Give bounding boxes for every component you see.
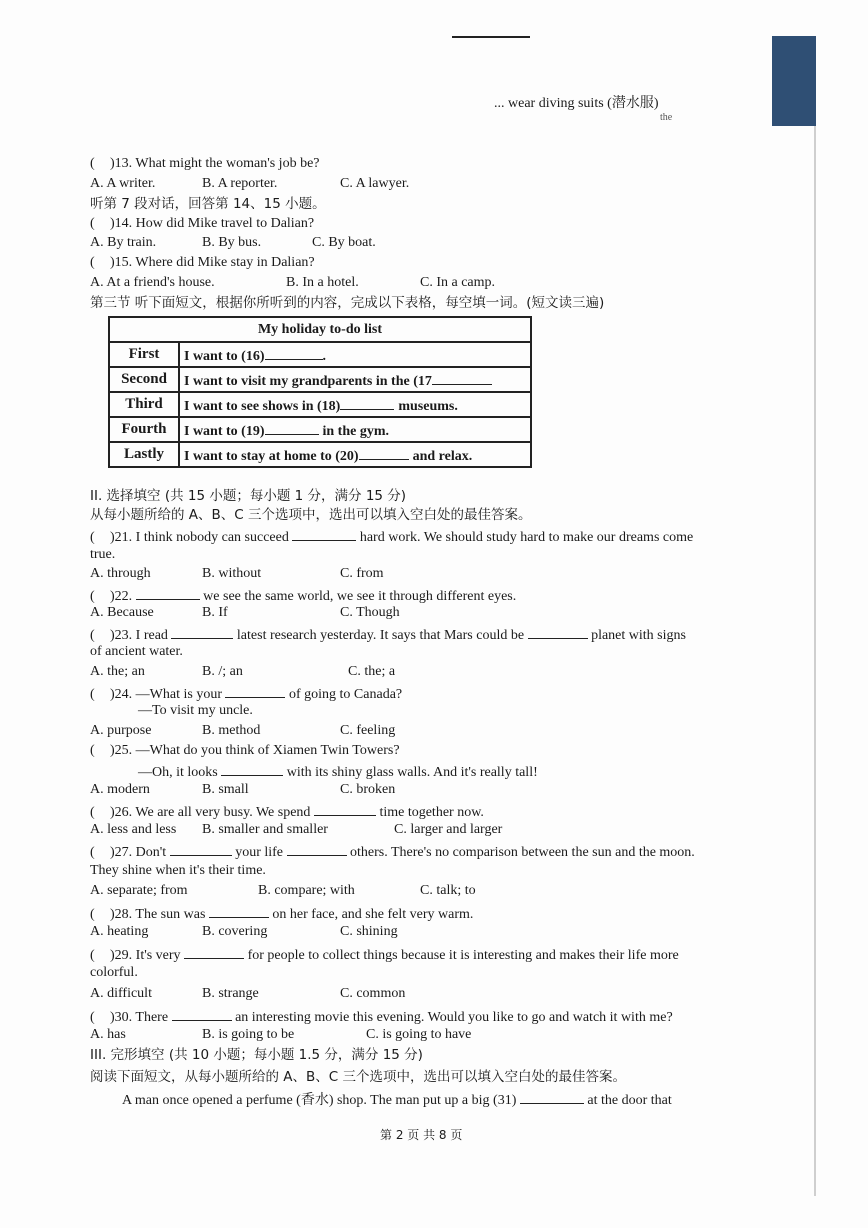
- q29-stem-cont: colorful.: [90, 965, 138, 980]
- corner-fragment-2: the: [660, 112, 673, 123]
- q26-option-b[interactable]: B. smaller and smaller: [202, 822, 328, 837]
- answer-blank-18[interactable]: [340, 395, 394, 410]
- q29-option-c[interactable]: C. common: [340, 986, 406, 1001]
- q30-stem: ( )30. There an interesting movie this evening. Would you like to go and watch it with me?: [90, 1006, 673, 1027]
- answer-blank-19[interactable]: [265, 420, 319, 435]
- q13-option-b[interactable]: B. A reporter.: [202, 176, 278, 191]
- q28-option-c[interactable]: C. shining: [340, 924, 398, 939]
- page-number: 第 2 页 共 8 页: [380, 1128, 463, 1142]
- q28-option-b[interactable]: B. covering: [202, 924, 268, 939]
- q22-option-a[interactable]: A. Because: [90, 605, 154, 620]
- q13-option-c[interactable]: C. A lawyer.: [340, 176, 410, 191]
- row-content: I want to stay at home to (20) and relax.: [179, 442, 531, 467]
- answer-blank-17[interactable]: [432, 370, 492, 385]
- q28-blank[interactable]: [209, 903, 269, 918]
- row-content: I want to (19) in the gym.: [179, 417, 531, 442]
- corner-fragment: ... wear diving suits (潜水服): [494, 96, 659, 111]
- table-title: My holiday to-do list: [109, 317, 531, 342]
- table-row: [109, 342, 531, 367]
- q14-option-c[interactable]: C. By boat.: [312, 235, 376, 250]
- row-label: Lastly: [109, 442, 179, 467]
- answer-blank-20[interactable]: [359, 445, 409, 460]
- row-label: Third: [109, 392, 179, 417]
- q21-option-c[interactable]: C. from: [340, 566, 384, 581]
- q28-stem: ( )28. The sun was on her face, and she felt very warm.: [90, 903, 473, 924]
- q13-stem: ( )13. What might the woman's job be?: [90, 156, 320, 171]
- q14-option-b[interactable]: B. By bus.: [202, 235, 262, 250]
- part2-heading: II. 选择填空 (共 15 小题；每小题 1 分，满分 15 分): [90, 488, 407, 504]
- q27-blank-1[interactable]: [170, 841, 232, 856]
- edge-tab: [772, 36, 816, 126]
- q27-stem: ( )27. Don't your life others. There's no comparison between the sun and the moon.: [90, 841, 695, 862]
- q24-option-c[interactable]: C. feeling: [340, 723, 396, 738]
- q14-option-a[interactable]: A. By train.: [90, 235, 157, 250]
- q21-option-b[interactable]: B. without: [202, 566, 262, 581]
- passage-first-line: A man once opened a perfume (香水) shop. The man put up a big (31) at the door that: [122, 1089, 672, 1110]
- q30-option-c[interactable]: C. is going to have: [366, 1027, 472, 1042]
- q24-option-a[interactable]: A. purpose: [90, 723, 152, 738]
- q29-option-a[interactable]: A. difficult: [90, 986, 152, 1001]
- q24-stem: ( )24. —What is your of going to Canada?: [90, 683, 402, 704]
- part3-instruction: 阅读下面短文，从每小题所给的 A、B、C 三个选项中，选出可以填入空白处的最佳答案。: [90, 1069, 627, 1085]
- q15-option-b[interactable]: B. In a hotel.: [286, 275, 359, 290]
- table-row: [109, 417, 531, 442]
- q30-option-b[interactable]: B. is going to be: [202, 1027, 295, 1042]
- q27-stem-cont: They shine when it's their time.: [90, 863, 266, 878]
- q29-stem: ( )29. It's very for people to collect things because it is interesting and makes their life more: [90, 944, 679, 965]
- q23-stem: ( )23. I read latest research yesterday. It says that Mars could be planet with signs: [90, 624, 686, 645]
- q15-option-c[interactable]: C. In a camp.: [420, 275, 496, 290]
- q24-blank[interactable]: [225, 683, 285, 698]
- q15-option-a[interactable]: A. At a friend's house.: [90, 275, 215, 290]
- q25-option-c[interactable]: C. broken: [340, 782, 396, 797]
- row-label: First: [109, 342, 179, 367]
- q23-blank-1[interactable]: [171, 624, 233, 639]
- q21-option-a[interactable]: A. through: [90, 566, 151, 581]
- q29-option-b[interactable]: B. strange: [202, 986, 259, 1001]
- row-content: I want to visit my grandparents in the (17: [179, 367, 531, 392]
- q25-answer-line: —Oh, it looks with its shiny glass walls. And it's really tall!: [138, 761, 538, 782]
- q23-option-a[interactable]: A. the; an: [90, 664, 145, 679]
- q22-option-b[interactable]: B. If: [202, 605, 228, 620]
- part2-instruction: 从每小题所给的 A、B、C 三个选项中，选出可以填入空白处的最佳答案。: [90, 507, 532, 523]
- q22-option-c[interactable]: C. Though: [340, 605, 400, 620]
- q25-blank[interactable]: [221, 761, 283, 776]
- q25-option-b[interactable]: B. small: [202, 782, 249, 797]
- q23-option-c[interactable]: C. the; a: [348, 664, 396, 679]
- edge-line: [814, 126, 816, 1196]
- q13-option-a[interactable]: A. A writer.: [90, 176, 156, 191]
- table-row: [109, 367, 531, 392]
- row-label: Fourth: [109, 417, 179, 442]
- row-label: Second: [109, 367, 179, 392]
- q28-option-a[interactable]: A. heating: [90, 924, 149, 939]
- dialog-7-instruction: 听第 7 段对话，回答第 14、15 小题。: [90, 196, 326, 212]
- section3-instruction: 第三节 听下面短文，根据你所听到的内容，完成以下表格，每空填一词。(短文读三遍): [90, 295, 605, 311]
- q26-option-c[interactable]: C. larger and larger: [394, 822, 503, 837]
- q27-blank-2[interactable]: [287, 841, 347, 856]
- q30-blank[interactable]: [172, 1006, 232, 1021]
- q23-stem-cont: of ancient water.: [90, 644, 183, 659]
- q30-option-a[interactable]: A. has: [90, 1027, 126, 1042]
- q25-option-a[interactable]: A. modern: [90, 782, 150, 797]
- q26-blank[interactable]: [314, 801, 376, 816]
- part3-heading: III. 完形填空 (共 10 小题；每小题 1.5 分，满分 15 分): [90, 1047, 423, 1063]
- q27-option-c[interactable]: C. talk; to: [420, 883, 476, 898]
- row-content: I want to see shows in (18) museums.: [179, 392, 531, 417]
- q24-option-b[interactable]: B. method: [202, 723, 261, 738]
- q25-stem: ( )25. —What do you think of Xiamen Twin Towers?: [90, 743, 400, 758]
- q26-stem: ( )26. We are all very busy. We spend time together now.: [90, 801, 484, 822]
- q14-stem: ( )14. How did Mike travel to Dalian?: [90, 216, 315, 231]
- answer-blank-16[interactable]: [265, 345, 323, 360]
- q23-option-b[interactable]: B. /; an: [202, 664, 243, 679]
- holiday-todo-table: [108, 316, 532, 468]
- q31-blank[interactable]: [520, 1089, 584, 1104]
- q22-stem: ( )22. we see the same world, we see it through different eyes.: [90, 585, 516, 606]
- q29-blank[interactable]: [184, 944, 244, 959]
- top-rule: [452, 36, 530, 38]
- q27-option-a[interactable]: A. separate; from: [90, 883, 188, 898]
- q26-option-a[interactable]: A. less and less: [90, 822, 177, 837]
- q21-stem-cont: true.: [90, 547, 116, 562]
- q23-blank-2[interactable]: [528, 624, 588, 639]
- table-row: [109, 442, 531, 467]
- table-row: [109, 392, 531, 417]
- row-content: I want to (16) .: [179, 342, 531, 367]
- q27-option-b[interactable]: B. compare; with: [258, 883, 355, 898]
- q21-blank[interactable]: [292, 526, 356, 541]
- q24-answer-line: —To visit my uncle.: [138, 703, 253, 718]
- q21-stem: ( )21. I think nobody can succeed hard work. We should study hard to make our dreams come: [90, 526, 693, 547]
- q15-stem: ( )15. Where did Mike stay in Dalian?: [90, 255, 315, 270]
- q22-blank[interactable]: [136, 585, 200, 600]
